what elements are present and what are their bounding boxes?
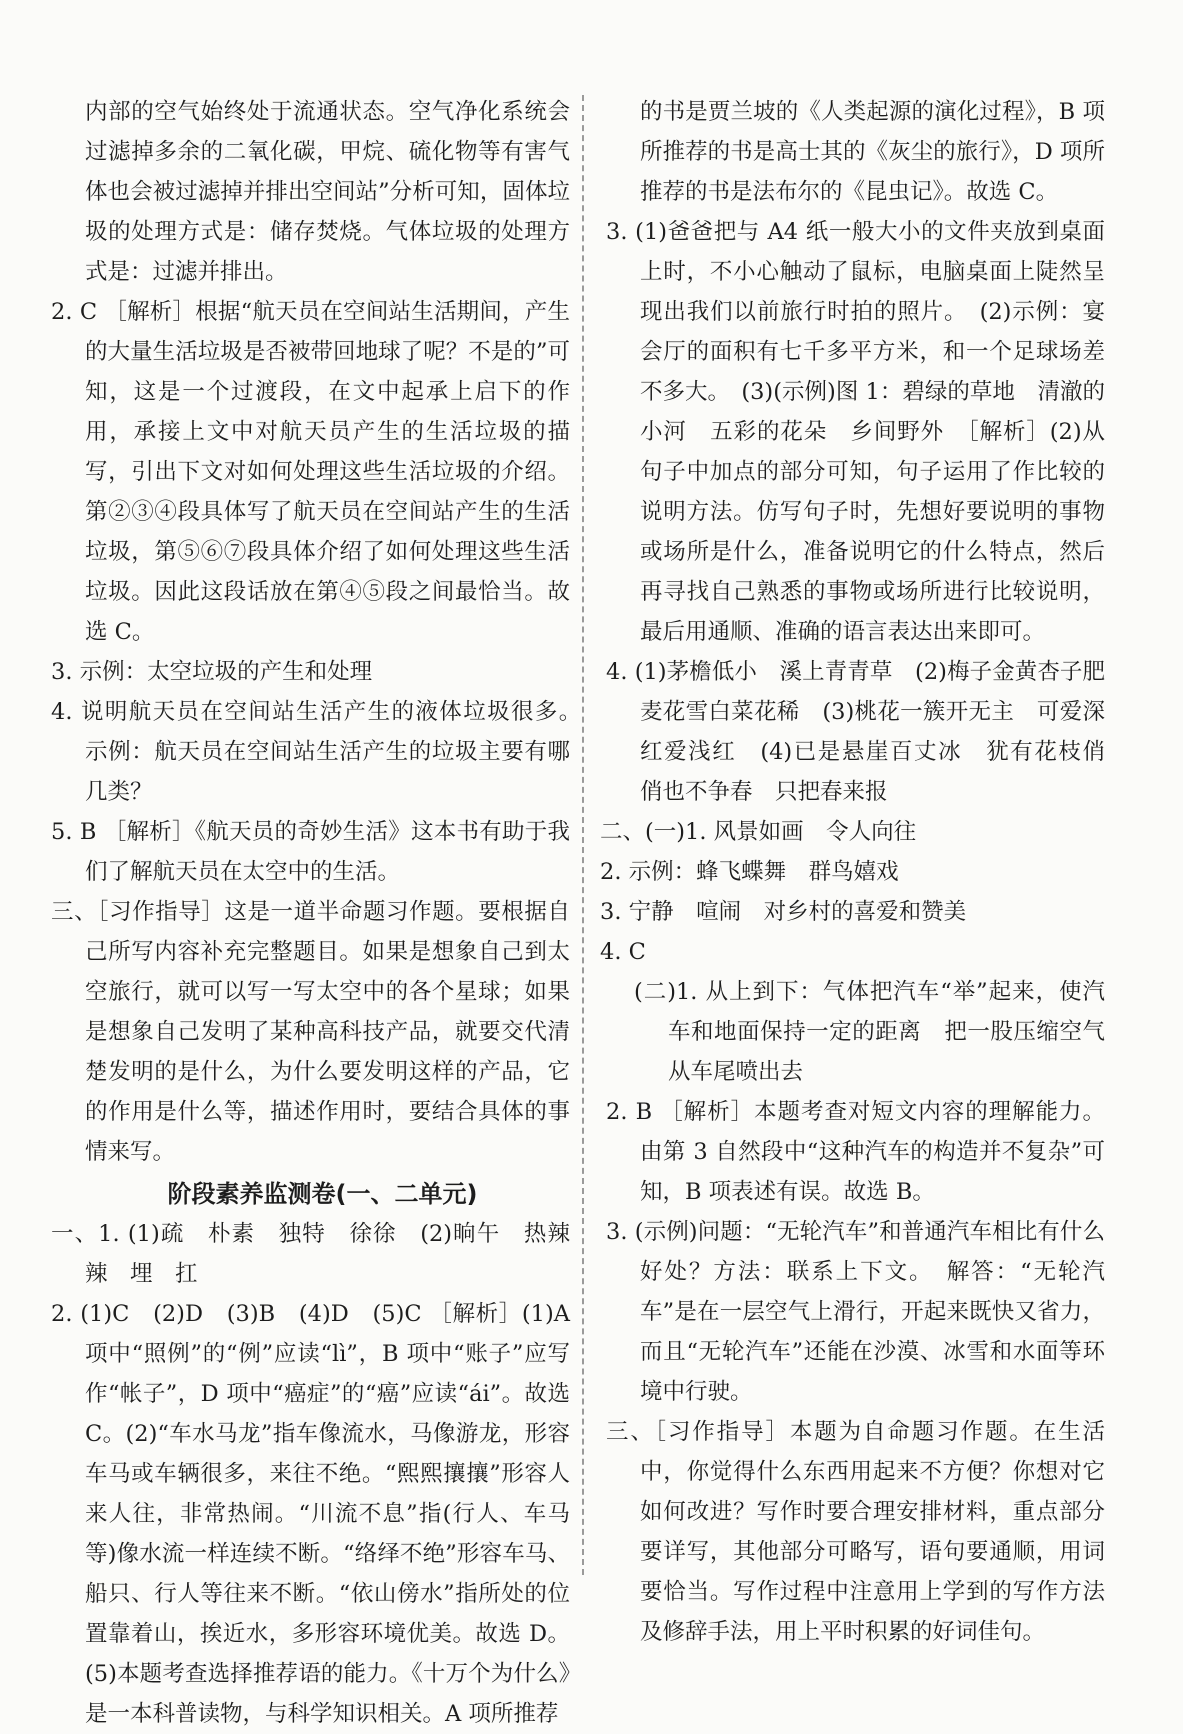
answer-4-poems: 4. (1)茅檐低小 溪上青青草 (2)梅子金黄杏子肥 麦花雪白菜花稀 (3)桃花一簇开无主 可爱深红爱浅红 (4)已是悬崖百丈冰 犹有花枝俏 俏也不争春 只把春来报 <box>606 659 1128 805</box>
answer-2-2-1: (二)1. 从上到下：气体把汽车“举”起来，使汽车和地面保持一定的距离 把一股压缩空气从车尾喷出去 <box>634 979 1105 1085</box>
right-column <box>600 92 1128 1652</box>
section-heading: 阶段素养监测卷(一、二单元) <box>167 1180 478 1208</box>
paragraph-book-recommend: 的书是贾兰坡的《人类起源的演化过程》，B 项所推荐的书是高士其的《灰尘的旅行》，D 项所推荐的书是法布尔的《昆虫记》。故选 C。 <box>640 99 1105 205</box>
left-column <box>45 92 593 1734</box>
writing-guide-3: 三、［习作指导］本题为自命题习作题。在生活中，你觉得什么东西用起来不方便？你想对它如何改进？写作时要合理安排材料，重点部分要详写，其他部分可略写，语句要通顺，用词要恰当。写作过程中注意用上学到的写作方法及修辞手法，用上平时积累的好词佳句。 <box>606 1419 1105 1645</box>
answer-3-desk: 3. (1)爸爸把与 A4 纸一般大小的文件夹放到桌面上时，不小心触动了鼠标，电脑桌面上陡然呈现出我们以前旅行时拍的照片。 (2)示例：宴会厅的面积有七千多平方米，和一个足球场差不多大。 (3)(示例)图 1：碧绿的草地 清澈的小河 五彩的花朵 乡间野外 ［解析］(2)从句子中加点的部分可知，句子运用了作比较的说明方法。仿写句子时，先想好要说明的事物或场所是什么，准备说明它的什么特点，然后再寻找自己熟悉的事物或场所进行比较说明，最后用通顺、准确的语言表达出来即可。 <box>606 219 1105 645</box>
answer-5-book: 5. B ［解析］《航天员的奇妙生活》这本书有助于我们了解航天员在太空中的生活。 <box>51 819 570 885</box>
answer-3-title: 3. 示例：太空垃圾的产生和处理 <box>51 659 373 685</box>
answer-2-transition: 2. C ［解析］根据“航天员在空间站生活期间，产生的大量生活垃圾是否被带回地球了呢？不是的”可知，这是一个过渡段，在文中起承上启下的作用，承接上文中对航天员产生的生活垃圾的描写，引出下文对如何处理这些生活垃圾的介绍。第②③④段具体写了航天员在空间站产生的生活垃圾，第⑤⑥⑦段具体介绍了如何处理这些生活垃圾。因此这段话放在第④⑤段之间最恰当。故选 C。 <box>51 299 570 645</box>
answer-2-2-3: 3. (示例)问题：“无轮汽车”和普通汽车相比有什么好处？方法：联系上下文。 解答：“无轮汽车”是在一层空气上滑行，开起来既快又省力，而且“无轮汽车”还能在沙漠、冰雪和水面等环境中行驶。 <box>606 1219 1105 1405</box>
answer-4-liquid-waste: 4. 说明航天员在空间站生活产生的液体垃圾很多。 示例：航天员在空间站生活产生的垃圾主要有哪几类？ <box>51 699 593 805</box>
answer-2-1-4: 4. C <box>600 939 646 965</box>
paragraph-gas-waste: 内部的空气始终处于流通状态。空气净化系统会过滤掉多余的二氧化碳，甲烷、硫化物等有害气体也会被过滤掉并排出空间站”分析可知，固体垃圾的处理方式是：储存焚烧。气体垃圾的处理方式是：过滤并排出。 <box>85 99 570 285</box>
writing-guide-1: 三、［习作指导］这是一道半命题习作题。要根据自己所写内容补充完整题目。如果是想象自己到太空旅行，就可以写一写太空中的各个星球；如果是想象自己发明了某种高科技产品，就要交代清楚发明的是什么，为什么要发明这样的产品，它的作用是什么等，描述作用时，要结合具体的事情来写。 <box>51 899 570 1165</box>
answer-2-1-2: 2. 示例：蜂飞蝶舞 群鸟嬉戏 <box>600 859 899 885</box>
answer-1-2-choices: 2. (1)C (2)D (3)B (4)D (5)C ［解析］(1)A 项中“照例”的“例”应读“lì”，B 项中“账子”应写作“帐子”，D 项中“癌症”的“癌”应读“ái”。故选 C。(2)“车水马龙”指车像流水，马像游龙，形容车马或车辆很多，来往不绝。“熙熙攘攘”形容人来人往，非常热闹。“川流不息”指(行人、车马等)像水流一样连续不断。“络绎不绝”形容车马、船只、行人等往来不断。“依山傍水”指所处的位置靠着山，挨近水，多形容环境优美。故选 D。(5)本题考查选择推荐语的能力。《十万个为什么》是一本科普读物，与科学知识相关。A 项所推荐 <box>51 1301 570 1727</box>
answer-2-2-2: 2. B ［解析］本题考查对短文内容的理解能力。由第 3 自然段中“这种汽车的构造并不复杂”可知，B 项表述有误。故选 B。 <box>606 1099 1105 1205</box>
answer-2-1-3: 3. 宁静 喧闹 对乡村的喜爱和赞美 <box>600 899 967 925</box>
column-divider <box>582 95 584 1575</box>
answer-1-1-words: 一、1. (1)疏 朴素 独特 徐徐 (2)晌午 热辣辣 埋 扛 <box>51 1221 570 1287</box>
answer-2-1-1: 二、(一)1. 风景如画 令人向往 <box>600 819 917 845</box>
